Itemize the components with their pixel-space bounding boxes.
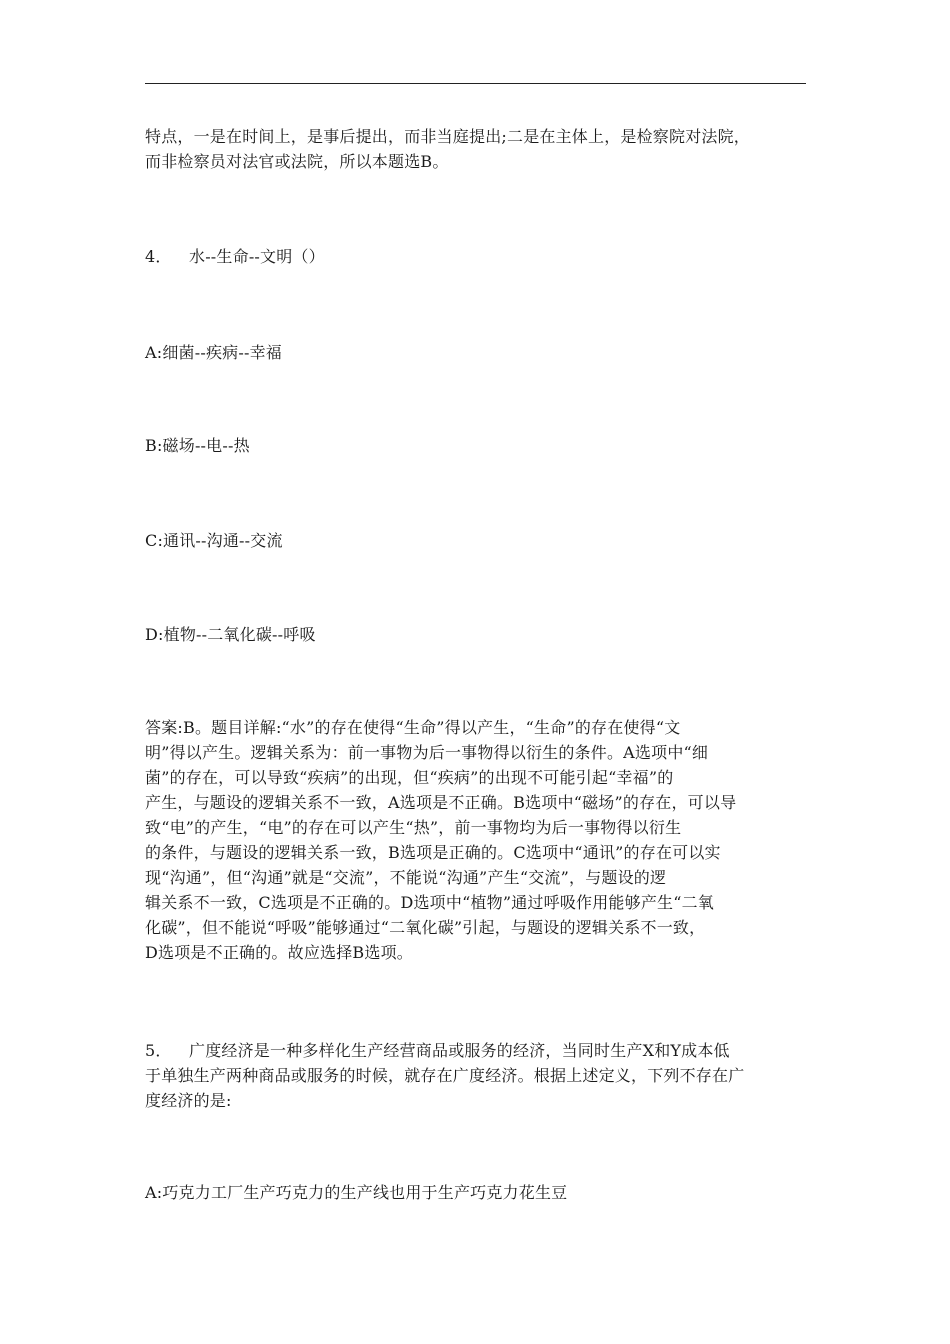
text-line: 的条件，与题设的逻辑关系一致，B选项是正确的。C选项中“通讯”的存在可以实: [145, 843, 721, 862]
question-4-option-c: C:通讯--沟通--交流: [145, 531, 283, 550]
text-line: 现“沟通”，但“沟通”就是“交流”，不能说“沟通”产生“交流”，与题设的逻: [145, 868, 667, 887]
text-line: 菌”的存在，可以导致“疾病”的出现，但“疾病”的出现不可能引起“幸福”的: [145, 768, 674, 787]
text-line: 辑关系不一致，C选项是不正确的。D选项中“植物”通过呼吸作用能够产生“二氧: [145, 893, 715, 912]
question-number: 4．: [145, 247, 172, 266]
text-line: 答案:B。题目详解:“水”的存在使得“生命”得以产生，“生命”的存在使得“文: [145, 718, 681, 737]
text-line: D选项是不正确的。故应选择B选项。: [145, 943, 413, 962]
header-rule: [145, 83, 806, 84]
question-text: 水--生命--文明（）: [189, 247, 325, 266]
question-4-option-a: A:细菌--疾病--幸福: [145, 343, 282, 362]
text-line: 产生，与题设的逻辑关系不一致，A选项是不正确。B选项中“磁场”的存在，可以导: [145, 793, 737, 812]
question-5-stem: [145, 1038, 809, 1113]
text-line: [145, 1038, 809, 1063]
text-line: 度经济的是:: [145, 1091, 232, 1110]
question-4-stem: [145, 244, 809, 269]
question-5-option-a: A:巧克力工厂生产巧克力的生产线也用于生产巧克力花生豆: [145, 1183, 568, 1202]
question-number: 5．: [145, 1041, 172, 1060]
text-line: 而非检察员对法官或法院，所以本题选B。: [145, 152, 449, 171]
text-line: 化碳”，但不能说“呼吸”能够通过“二氧化碳”引起，与题设的逻辑关系不一致，: [145, 918, 706, 937]
question-4-option-d: D:植物--二氧化碳--呼吸: [145, 625, 316, 644]
text-line: 致“电”的产生，“电”的存在可以产生“热”，前一事物均为后一事物得以衍生: [145, 818, 682, 837]
question-4-answer: [145, 715, 809, 965]
text-line: 明”得以产生。逻辑关系为：前一事物为后一事物得以衍生的条件。A选项中“细: [145, 743, 709, 762]
previous-answer-continuation: [145, 124, 809, 174]
question-text: 广度经济是一种多样化生产经营商品或服务的经济，当同时生产X和Y成本低: [189, 1041, 730, 1060]
text-line: 于单独生产两种商品或服务的时候，就存在广度经济。根据上述定义，下列不存在广: [145, 1066, 745, 1085]
text-line: 特点，一是在时间上，是事后提出，而非当庭提出;二是在主体上，是检察院对法院，: [145, 127, 750, 146]
question-4-option-b: B:磁场--电--热: [145, 436, 250, 455]
